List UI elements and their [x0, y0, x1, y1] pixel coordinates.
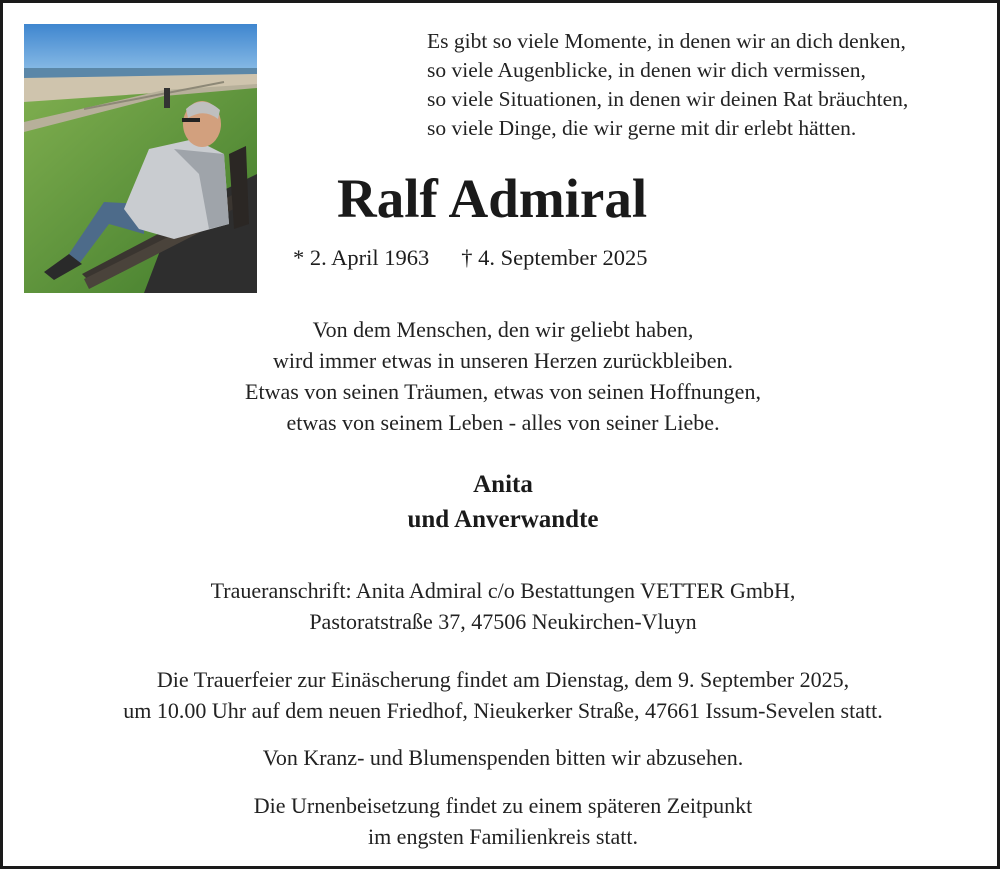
intro-line: so viele Augenblicke, in denen wir dich vermissen,	[427, 58, 866, 82]
death-date: † 4. September 2025	[461, 245, 648, 270]
life-dates	[293, 243, 753, 273]
portrait-photo	[24, 24, 257, 293]
intro-line: so viele Dinge, die wir gerne mit dir erlebt hätten.	[427, 116, 857, 140]
urn-burial-info	[6, 790, 1000, 852]
address-line: Pastoratstraße 37, 47506 Neukirchen-Vluyn	[309, 609, 697, 634]
intro-line: so viele Situationen, in denen wir deinen Rat bräuchten,	[427, 87, 909, 111]
service-line: um 10.00 Uhr auf dem neuen Friedhof, Nieukerker Straße, 47661 Issum-Sevelen statt.	[123, 698, 883, 723]
poem-line: wird immer etwas in unseren Herzen zurückbleiben.	[273, 348, 733, 373]
mourners	[6, 467, 1000, 537]
flowers-note	[6, 742, 1000, 773]
poem-line: etwas von seinem Leben - alles von seiner Liebe.	[286, 410, 720, 435]
memorial-poem	[6, 314, 1000, 438]
mourner-line: Anita	[473, 471, 533, 498]
mourning-address	[6, 575, 1000, 637]
poem-line: Von dem Menschen, den wir geliebt haben,	[312, 317, 694, 342]
address-line: Traueranschrift: Anita Admiral c/o Bestattungen VETTER GmbH,	[210, 578, 796, 603]
birth-date: * 2. April 1963	[293, 245, 430, 270]
intro-verse	[427, 27, 987, 143]
person-on-bench-icon	[24, 24, 257, 293]
urn-line: im engsten Familienkreis statt.	[367, 824, 639, 849]
service-line: Die Trauerfeier zur Einäscherung findet am Dienstag, dem 9. September 2025,	[156, 667, 850, 692]
poem-line: Etwas von seinen Träumen, etwas von seinen Hoffnungen,	[245, 379, 761, 404]
flowers-line: Von Kranz- und Blumenspenden bitten wir abzusehen.	[262, 745, 744, 770]
intro-line: Es gibt so viele Momente, in denen wir an dich denken,	[427, 29, 906, 53]
funeral-service-info	[6, 664, 1000, 726]
urn-line: Die Urnenbeisetzung findet zu einem späteren Zeitpunkt	[253, 793, 753, 818]
mourner-line: und Anverwandte	[407, 506, 599, 533]
deceased-name: Ralf Admiral	[337, 168, 648, 229]
